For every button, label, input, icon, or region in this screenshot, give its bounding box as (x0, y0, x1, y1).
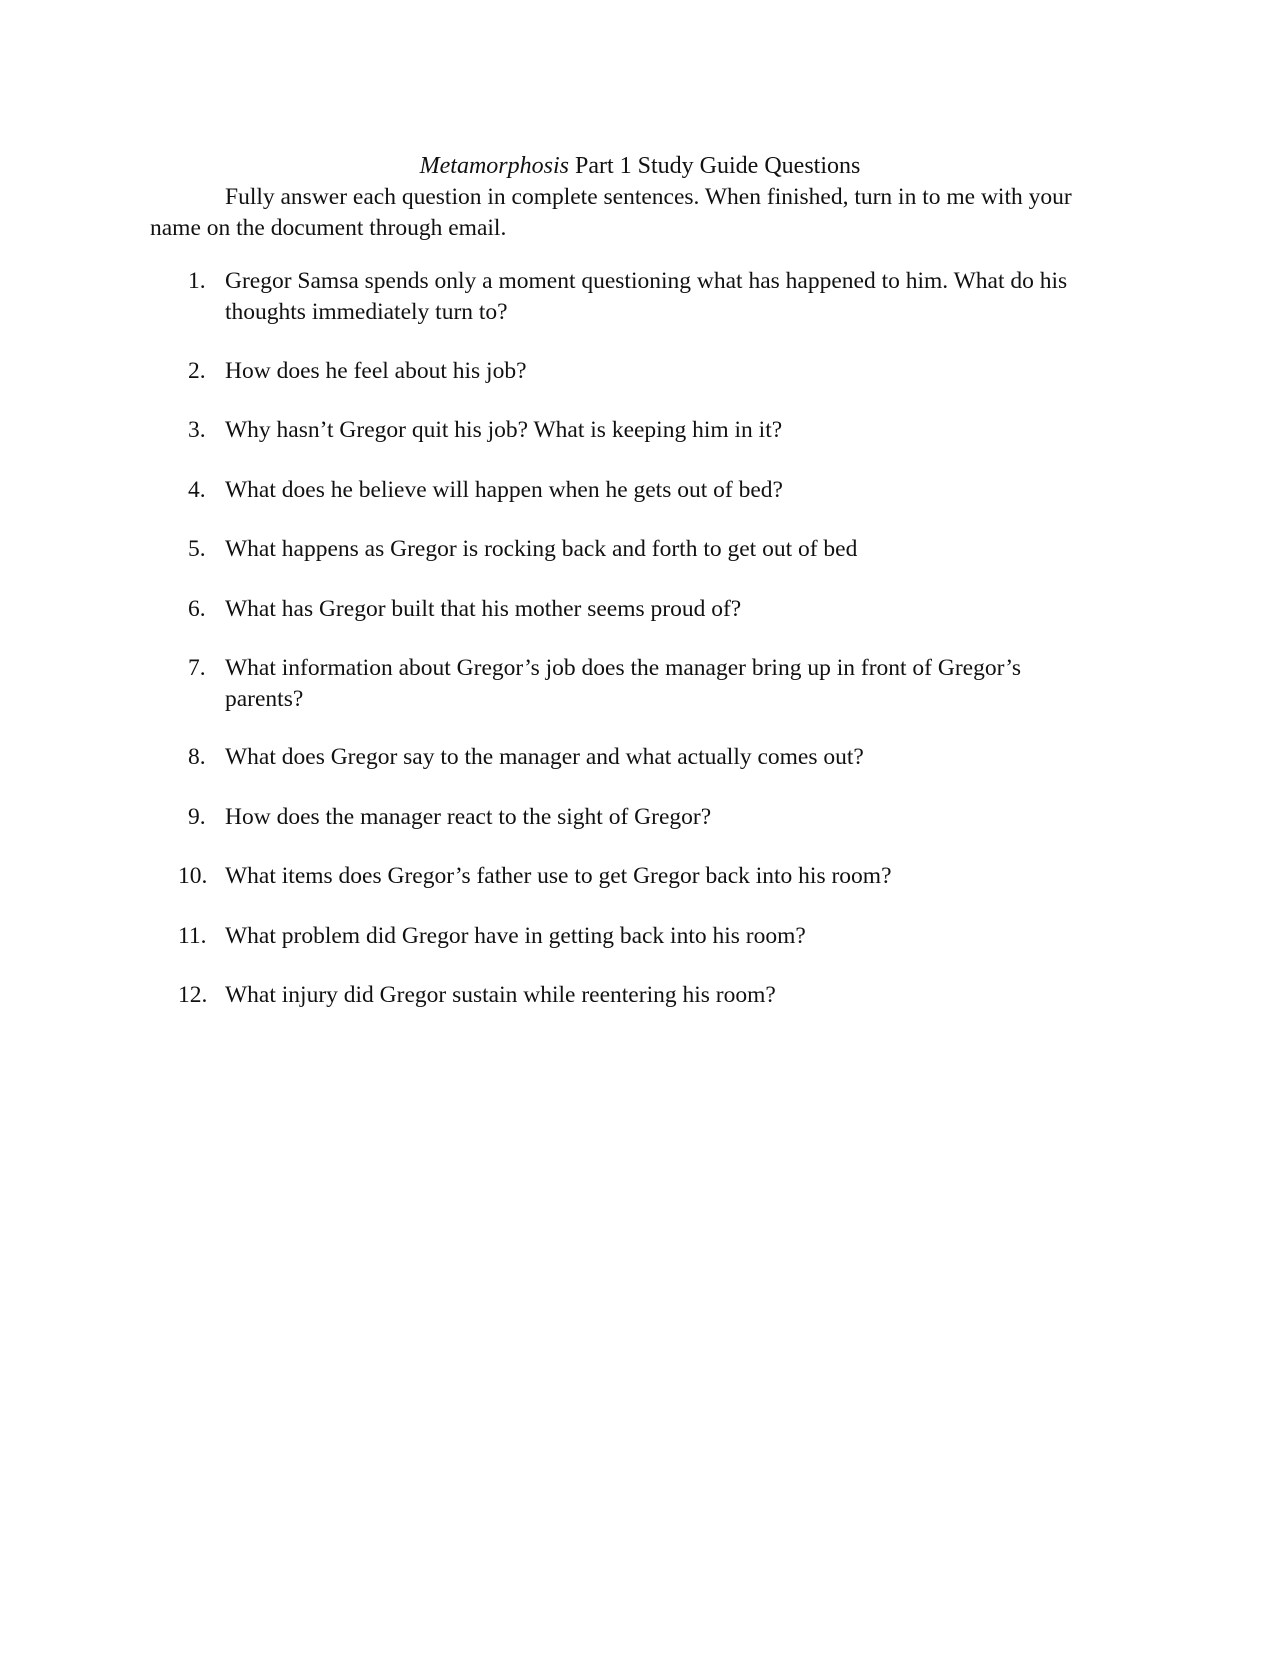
question-number: 12. (178, 982, 208, 1008)
title-italic: Metamorphosis (419, 153, 569, 179)
question-text: Gregor Samsa spends only a moment questioning what has happened to him. What do his thoughts immediately turn to? (225, 268, 1068, 325)
question-text: Why hasn’t Gregor quit his job? What is keeping him in it? (225, 417, 783, 443)
title-rest: Part 1 Study Guide Questions (569, 153, 861, 179)
question-number: 1. (188, 268, 206, 294)
question-text: What does Gregor say to the manager and what actually comes out? (225, 744, 864, 770)
question-number: 10. (178, 863, 208, 889)
question-item (150, 475, 1090, 506)
question-text: What injury did Gregor sustain while reentering his room? (225, 982, 776, 1008)
question-item (150, 653, 1090, 715)
question-item (150, 861, 1090, 892)
question-text: What problem did Gregor have in getting back into his room? (225, 923, 806, 949)
question-item (150, 980, 1090, 1011)
question-number: 4. (188, 477, 206, 503)
question-number: 2. (188, 358, 206, 384)
question-item (150, 802, 1090, 833)
question-item (150, 742, 1090, 773)
question-item (150, 534, 1090, 565)
question-number: 3. (188, 417, 206, 443)
question-number: 6. (188, 596, 206, 622)
question-text: How does the manager react to the sight of Gregor? (225, 804, 712, 830)
question-text: What does he believe will happen when he gets out of bed? (225, 477, 783, 503)
question-item (150, 921, 1090, 952)
question-item (150, 356, 1090, 387)
question-item (150, 594, 1090, 625)
question-text: What information about Gregor’s job does the manager bring up in front of Gregor’s parents? (225, 655, 1021, 712)
question-number: 7. (188, 655, 206, 681)
question-text: How does he feel about his job? (225, 358, 527, 384)
question-item (150, 415, 1090, 446)
question-number: 11. (178, 923, 207, 949)
question-number: 9. (188, 804, 206, 830)
instructions-paragraph: Fully answer each question in complete sentences. When finished, turn in to me with your name on the document through email. (150, 184, 1072, 241)
question-number: 8. (188, 744, 206, 770)
question-text: What happens as Gregor is rocking back and forth to get out of bed (225, 536, 858, 562)
question-text: What has Gregor built that his mother seems proud of? (225, 596, 742, 622)
document-title (0, 151, 1280, 181)
question-item (150, 266, 1090, 328)
question-number: 5. (188, 536, 206, 562)
question-text: What items does Gregor’s father use to get Gregor back into his room? (225, 863, 892, 889)
